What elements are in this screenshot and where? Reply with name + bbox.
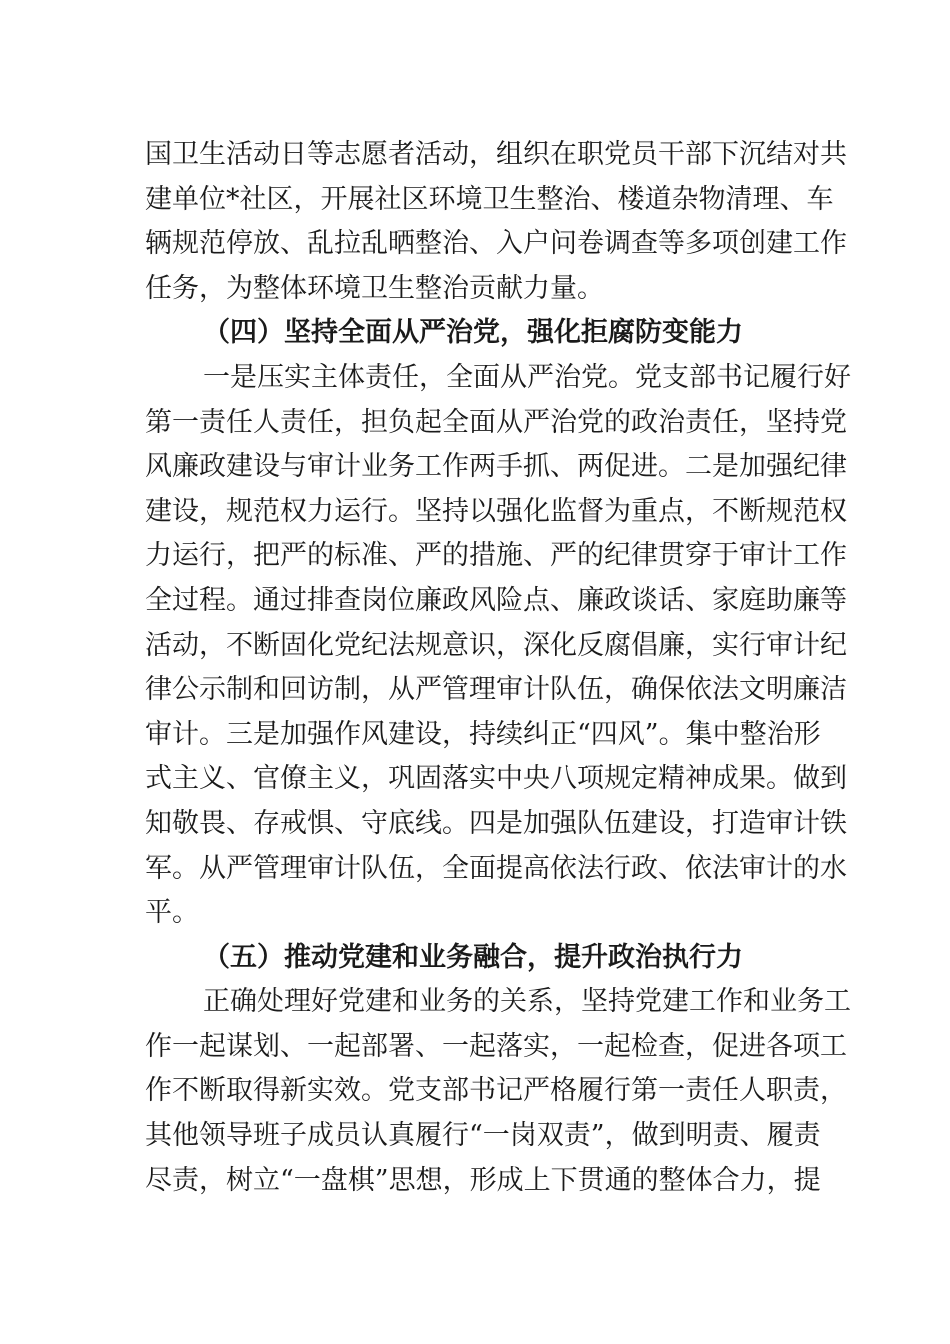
text-line: 辆规范停放、乱拉乱晒整治、入户问卷调查等多项创建工作 [145, 228, 847, 260]
section-heading: （四）坚持全面从严治党，强化拒腐防变能力 [203, 317, 743, 349]
text-line: 第一责任人责任，担负起全面从严治党的政治责任，坚持党 [145, 406, 847, 438]
text-line: 审计。三是加强作风建设，持续纠正“四风”。集中整治形 [145, 718, 821, 750]
text-line: 建单位*社区，开展社区环境卫生整治、楼道杂物清理、车 [145, 183, 834, 215]
text-line: 军。从严管理审计队伍，全面提高依法行政、依法审计的水 [145, 852, 847, 884]
document-body [145, 133, 851, 1203]
text-line: 国卫生活动日等志愿者活动，组织在职党员干部下沉结对共 [145, 139, 847, 170]
text-line: 任务，为整体环境卫生整治贡献力量。 [145, 272, 604, 304]
section-heading: （五）推动党建和业务融合，提升政治执行力 [203, 941, 743, 973]
text-line: 知敬畏、存戒惧、守底线。四是加强队伍建设，打造审计铁 [145, 807, 847, 839]
text-line: 一是压实主体责任，全面从严治党。党支部书记履行好 [203, 361, 851, 393]
text-line: 正确处理好党建和业务的关系，坚持党建工作和业务工 [203, 986, 851, 1018]
text-line: 平。 [145, 897, 199, 929]
text-line: 全过程。通过排查岗位廉政风险点、廉政谈话、家庭助廉等 [145, 584, 847, 616]
text-line: 律公示制和回访制，从严管理审计队伍，确保依法文明廉洁 [145, 674, 847, 706]
text-line: 作一起谋划、一起部署、一起落实，一起检查，促进各项工 [145, 1030, 847, 1062]
text-line: 尽责，树立“一盘棋”思想，形成上下贯通的整体合力，提 [145, 1164, 821, 1196]
text-line: 活动，不断固化党纪法规意识，深化反腐倡廉，实行审计纪 [145, 629, 847, 661]
text-line: 作不断取得新实效。党支部书记严格履行第一责任人职责， [145, 1075, 847, 1107]
text-line: 式主义、官僚主义，巩固落实中央八项规定精神成果。做到 [145, 763, 847, 795]
text-line: 风廉政建设与审计业务工作两手抓、两促进。二是加强纪律 [145, 451, 847, 483]
text-line: 力运行，把严的标准、严的措施、严的纪律贯穿于审计工作 [145, 540, 847, 572]
text-line: 其他领导班子成员认真履行“一岗双责”，做到明责、履责 [145, 1120, 821, 1152]
text-line: 建设，规范权力运行。坚持以强化监督为重点，不断规范权 [145, 495, 847, 527]
